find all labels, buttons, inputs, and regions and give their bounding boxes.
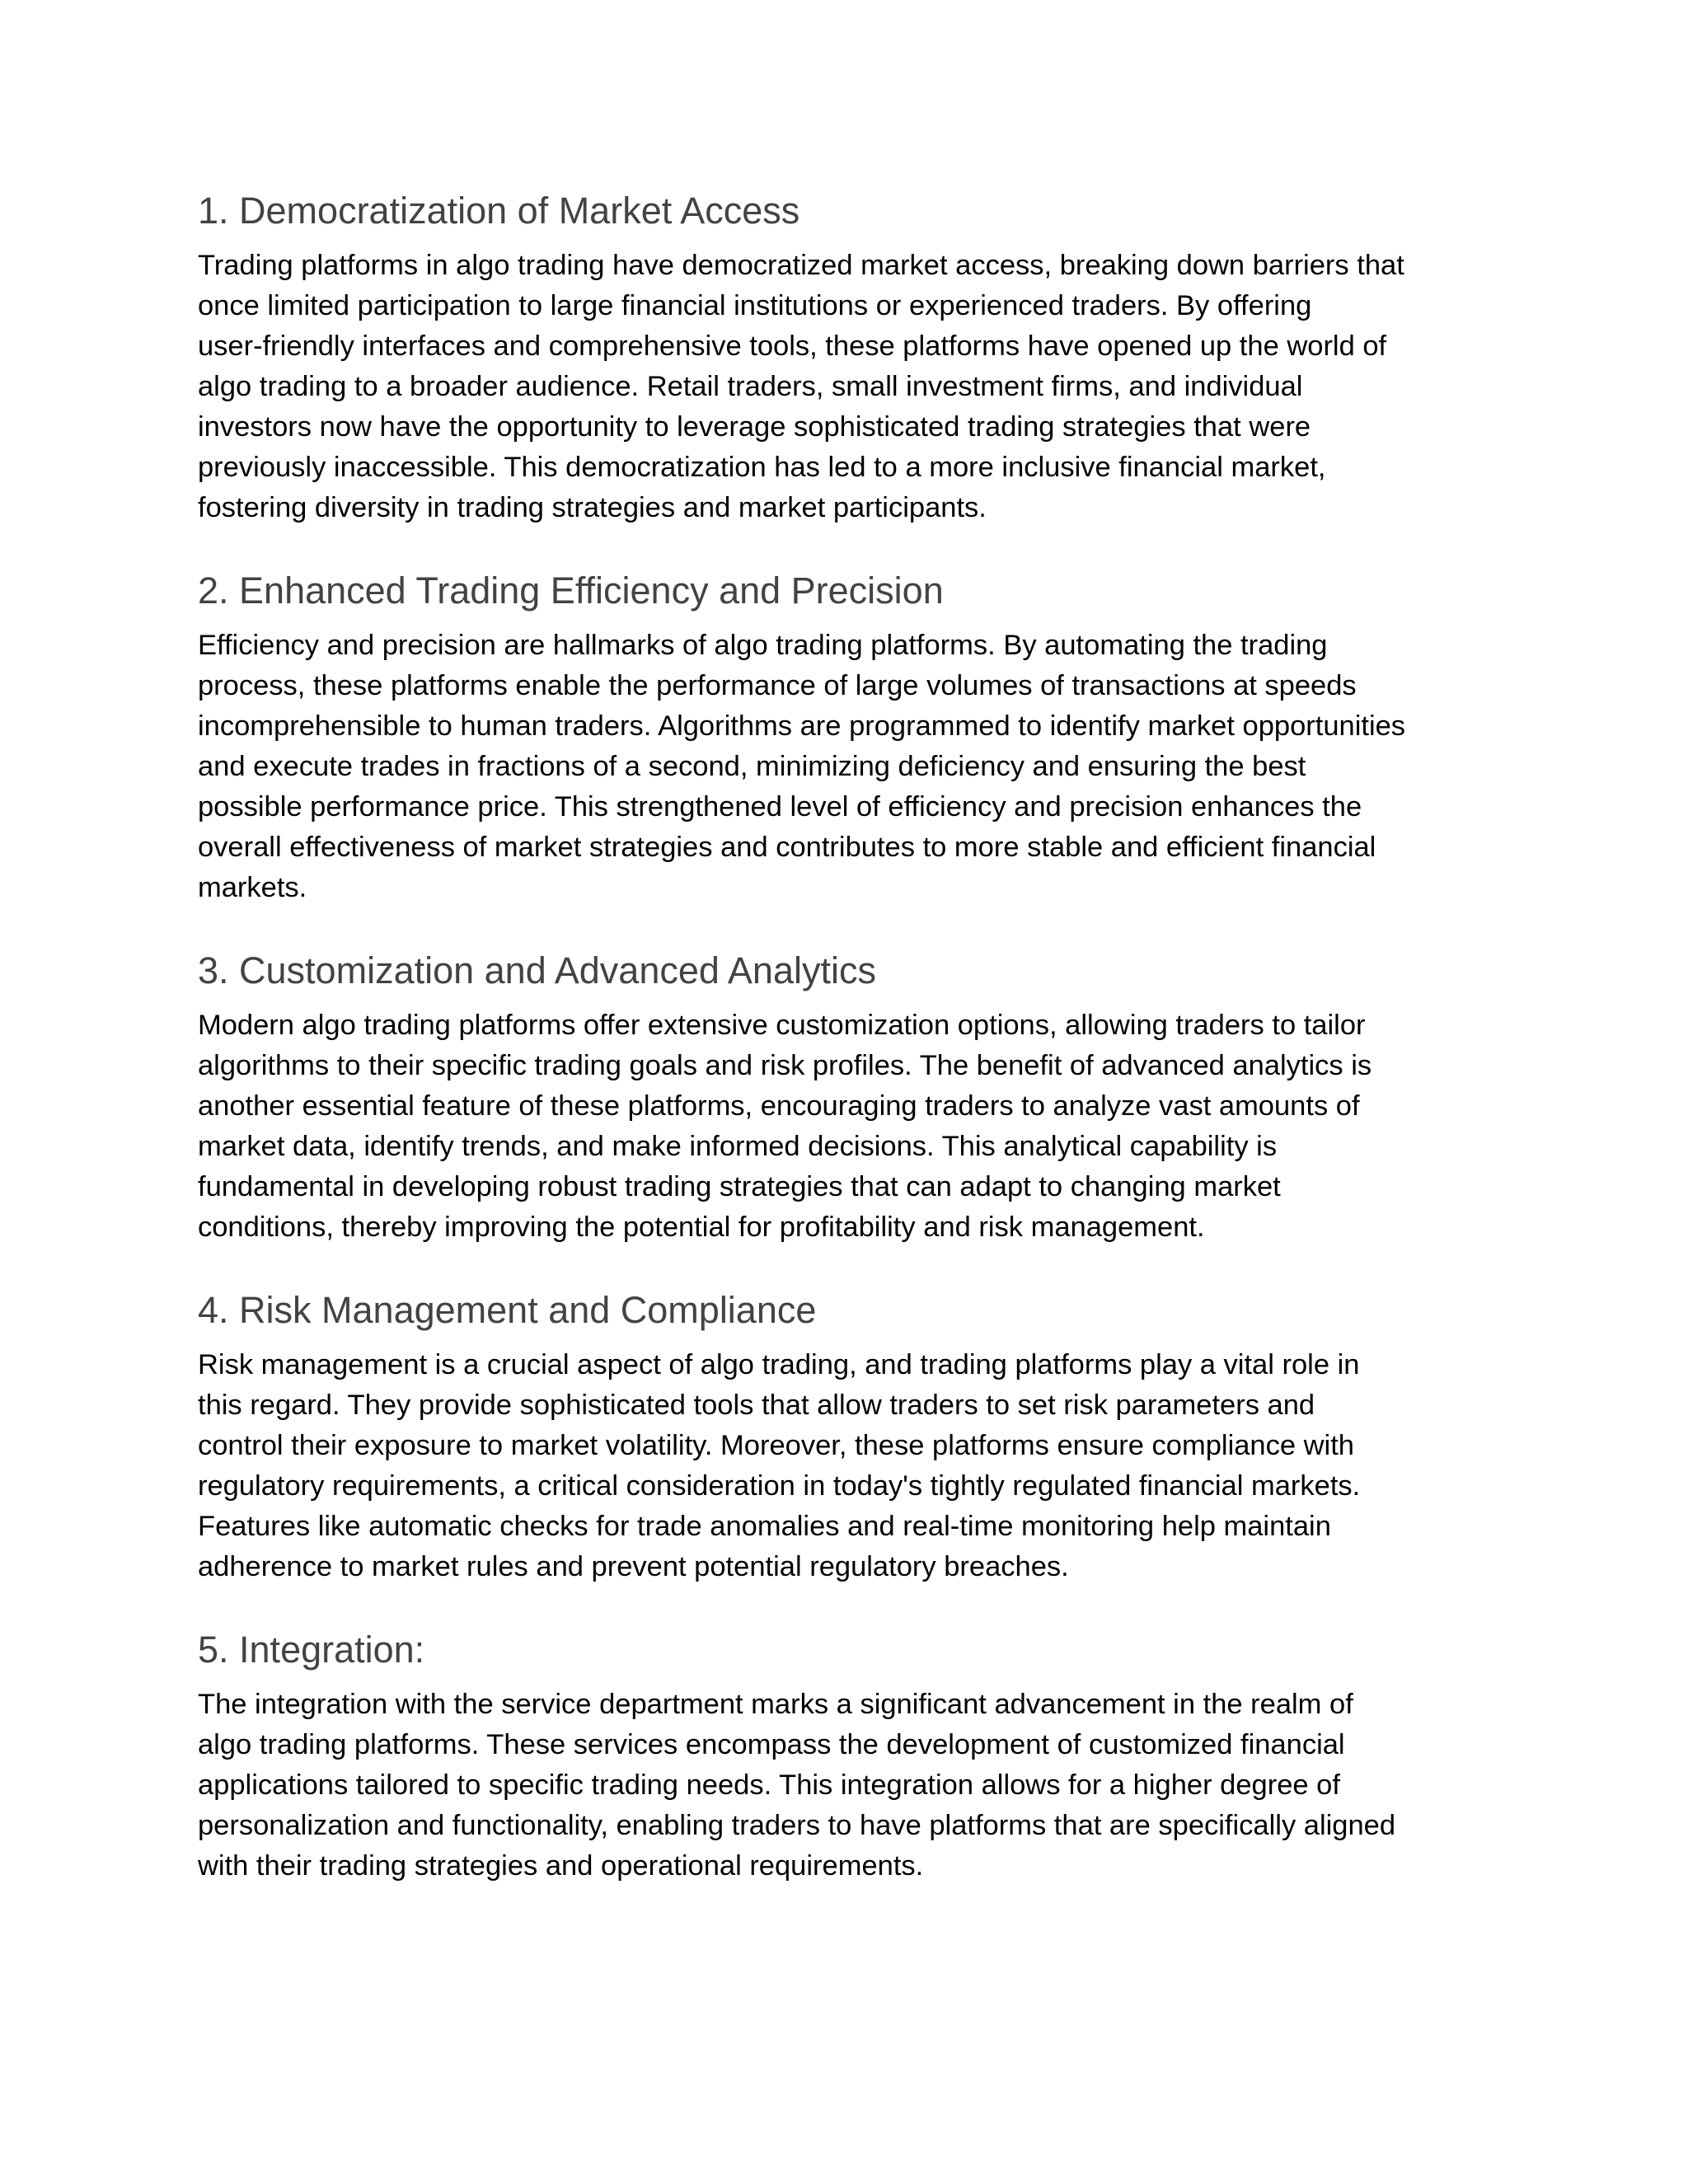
section-paragraph (198, 626, 1500, 908)
paragraph-line: another essential feature of these platforms, encouraging traders to analyze vast amounts of (198, 1090, 1360, 1122)
paragraph-line: user-friendly interfaces and comprehensive tools, these platforms have opened up the world of (198, 330, 1387, 362)
paragraph-line: once limited participation to large financial institutions or experienced traders. By offering (198, 290, 1312, 321)
paragraph-line: Risk management is a crucial aspect of algo trading, and trading platforms play a vital role in (198, 1349, 1360, 1380)
paragraph-line: possible performance price. This strengthened level of efficiency and precision enhances the (198, 791, 1362, 823)
paragraph-line: previously inaccessible. This democratization has led to a more inclusive financial market, (198, 452, 1326, 483)
paragraph-line: conditions, thereby improving the potential for profitability and risk management. (198, 1212, 1205, 1243)
paragraph-line: fostering diversity in trading strategies and market participants. (198, 492, 987, 523)
section-customization (198, 948, 1500, 1248)
section-democratization (198, 188, 1500, 528)
paragraph-line: and execute trades in fractions of a second, minimizing deficiency and ensuring the best (198, 751, 1306, 782)
paragraph-line: applications tailored to specific trading needs. This integration allows for a higher degree of (198, 1769, 1340, 1801)
paragraph-line: regulatory requirements, a critical consideration in today's tightly regulated financial markets. (198, 1470, 1361, 1502)
paragraph-line: The integration with the service department marks a significant advancement in the realm of (198, 1689, 1353, 1720)
section-heading: 4. Risk Management and Compliance (198, 1289, 817, 1331)
document-page (198, 188, 1500, 1926)
section-paragraph (198, 246, 1500, 528)
section-paragraph (198, 1685, 1500, 1886)
paragraph-line: Trading platforms in algo trading have democratized market access, breaking down barriers that (198, 250, 1404, 281)
paragraph-line: markets. (198, 872, 307, 903)
section-heading: 1. Democratization of Market Access (198, 190, 800, 232)
paragraph-line: Features like automatic checks for trade anomalies and real-time monitoring help maintain (198, 1511, 1331, 1542)
paragraph-line: investors now have the opportunity to leverage sophisticated trading strategies that were (198, 411, 1311, 443)
paragraph-line: control their exposure to market volatility. Moreover, these platforms ensure compliance with (198, 1430, 1354, 1461)
paragraph-line: Efficiency and precision are hallmarks of algo trading platforms. By automating the trading (198, 630, 1328, 661)
paragraph-line: Modern algo trading platforms offer extensive customization options, allowing traders to tailor (198, 1010, 1366, 1041)
section-heading: 3. Customization and Advanced Analytics (198, 949, 876, 991)
paragraph-line: overall effectiveness of market strategies and contributes to more stable and efficient financial (198, 832, 1376, 863)
paragraph-line: adherence to market rules and prevent potential regulatory breaches. (198, 1551, 1069, 1582)
section-paragraph (198, 1345, 1500, 1587)
paragraph-line: market data, identify trends, and make informed decisions. This analytical capability is (198, 1131, 1278, 1162)
paragraph-line: algo trading to a broader audience. Retail traders, small investment firms, and individual (198, 371, 1303, 402)
section-heading: 5. Integration: (198, 1629, 425, 1671)
paragraph-line: with their trading strategies and operational requirements. (198, 1850, 924, 1882)
paragraph-line: process, these platforms enable the performance of large volumes of transactions at speeds (198, 670, 1357, 701)
section-integration (198, 1627, 1500, 1886)
paragraph-line: algo trading platforms. These services encompass the development of customized financial (198, 1729, 1345, 1760)
section-paragraph (198, 1005, 1500, 1248)
section-risk-management (198, 1287, 1500, 1587)
section-efficiency (198, 568, 1500, 908)
section-heading: 2. Enhanced Trading Efficiency and Precision (198, 569, 944, 612)
paragraph-line: incomprehensible to human traders. Algorithms are programmed to identify market opportunities (198, 710, 1406, 742)
paragraph-line: algorithms to their specific trading goals and risk profiles. The benefit of advanced analytics is (198, 1050, 1372, 1081)
paragraph-line: this regard. They provide sophisticated tools that allow traders to set risk parameters and (198, 1390, 1315, 1421)
paragraph-line: fundamental in developing robust trading strategies that can adapt to changing market (198, 1171, 1281, 1202)
paragraph-line: personalization and functionality, enabling traders to have platforms that are specifically aligned (198, 1810, 1396, 1841)
